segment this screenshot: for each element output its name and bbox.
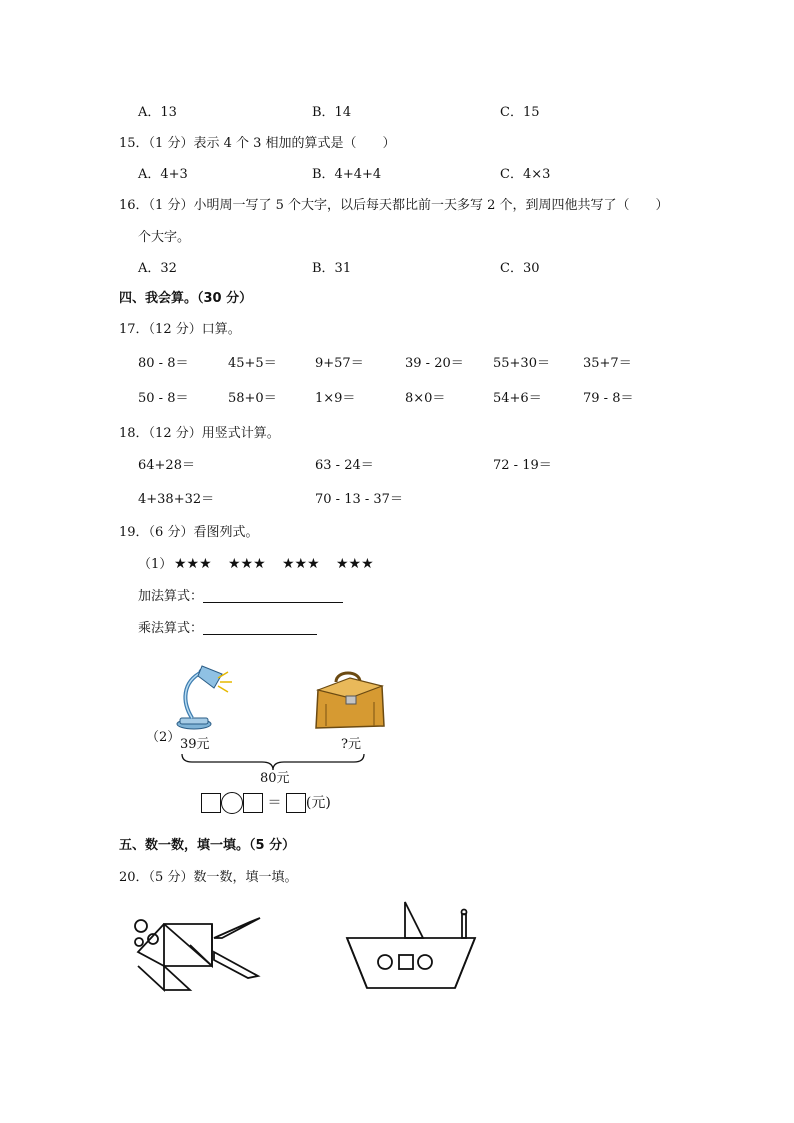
q17-item: 80 - 8＝ xyxy=(138,356,189,371)
q16-question-line1: 16．（1 分）小明周一写了 5 个大字，以后每天都比前一天多写 2 个，到周四他共写了（ ） xyxy=(119,198,669,213)
multiplication-label-text: 乘法算式： xyxy=(138,621,204,636)
q15-option-c: C．4×3 xyxy=(500,167,551,182)
multiplication-answer-blank[interactable] xyxy=(203,622,317,635)
addition-label-text: 加法算式： xyxy=(138,589,204,604)
q15-option-b: B．4+4+4 xyxy=(312,167,382,182)
q14-option-a: A．13 xyxy=(138,105,177,120)
q16-option-c: C．30 xyxy=(500,261,540,276)
q18-item: 72 - 19＝ xyxy=(493,458,552,473)
multiplication-label xyxy=(138,622,317,635)
star-group-icon: ★★★ xyxy=(336,556,374,572)
operator-circle[interactable] xyxy=(221,792,243,814)
addition-label xyxy=(138,590,343,603)
answer-box[interactable] xyxy=(286,793,306,813)
total-price: 80元 xyxy=(260,771,290,786)
brace-icon xyxy=(180,752,366,772)
bag-price: ?元 xyxy=(341,737,361,752)
q18-item: 64+28＝ xyxy=(138,458,195,473)
q15-option-a: A．4+3 xyxy=(138,167,188,182)
tangram-fish-icon xyxy=(130,912,260,992)
q17-item: 55+30＝ xyxy=(493,356,550,371)
q14-option-b: B．14 xyxy=(312,105,352,120)
q17-item: 58+0＝ xyxy=(228,391,277,406)
q16-option-b: B．31 xyxy=(312,261,352,276)
q19-question: 19．（6 分）看图列式。 xyxy=(119,525,259,540)
q18-item: 70 - 13 - 37＝ xyxy=(315,492,403,507)
bag-icon xyxy=(312,668,388,730)
answer-equation xyxy=(201,792,331,814)
desk-lamp-icon xyxy=(172,652,244,732)
q14-option-c: C．15 xyxy=(500,105,540,120)
q17-item: 8×0＝ xyxy=(405,391,446,406)
lamp-price: 39元 xyxy=(180,737,210,752)
addition-answer-blank[interactable] xyxy=(203,590,343,603)
q19-part2-label: （2） xyxy=(146,730,181,745)
tangram-boat-icon xyxy=(345,898,477,994)
q17-item: 39 - 20＝ xyxy=(405,356,464,371)
q17-item: 50 - 8＝ xyxy=(138,391,189,406)
q17-item: 45+5＝ xyxy=(228,356,277,371)
q16-option-a: A．32 xyxy=(138,261,177,276)
q17-question: 17．（12 分）口算。 xyxy=(119,322,241,337)
q16-question-line2: 个大字。 xyxy=(138,230,191,245)
q17-item: 79 - 8＝ xyxy=(583,391,634,406)
star-group-icon: ★★★ xyxy=(228,556,266,572)
q17-item: 9+57＝ xyxy=(315,356,364,371)
q17-item: 54+6＝ xyxy=(493,391,542,406)
q18-question: 18．（12 分）用竖式计算。 xyxy=(119,426,280,441)
q20-question: 20．（5 分）数一数，填一填。 xyxy=(119,870,298,885)
equals-sign: ＝ xyxy=(267,795,282,811)
section-4-title: 四、我会算。（30 分） xyxy=(119,291,253,306)
unit-label: (元) xyxy=(305,795,331,811)
q19-part1-label: （1） xyxy=(138,557,173,572)
answer-box[interactable] xyxy=(201,793,221,813)
answer-box[interactable] xyxy=(243,793,263,813)
section-5-title: 五、数一数，填一填。（5 分） xyxy=(119,838,296,853)
q18-item: 4+38+32＝ xyxy=(138,492,215,507)
q17-item: 1×9＝ xyxy=(315,391,356,406)
star-group-icon: ★★★ xyxy=(282,556,320,572)
q18-item: 63 - 24＝ xyxy=(315,458,374,473)
q17-item: 35+7＝ xyxy=(583,356,632,371)
q15-question: 15．（1 分）表示 4 个 3 相加的算式是（ ） xyxy=(119,136,396,151)
star-group-icon: ★★★ xyxy=(174,556,212,572)
